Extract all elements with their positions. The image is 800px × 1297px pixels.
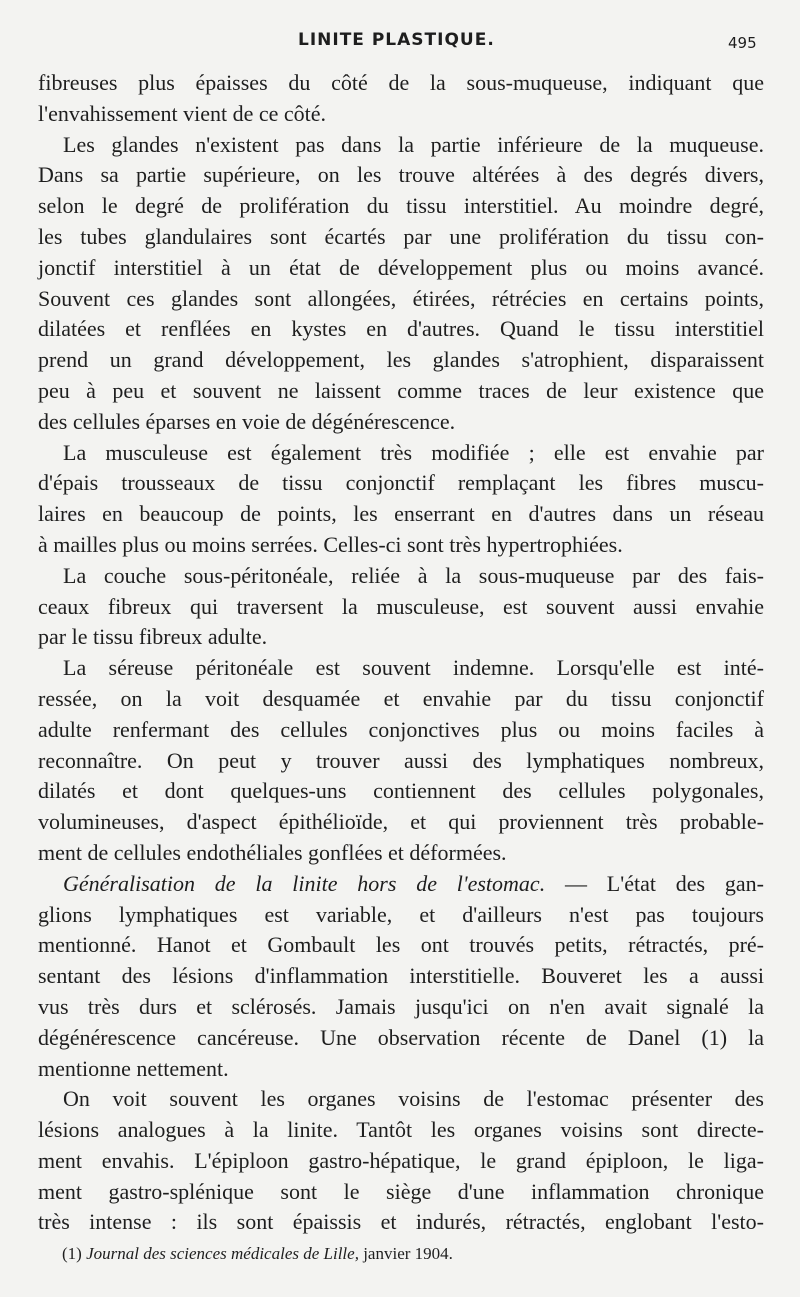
text-line: reconnaître. On peut y trouver aussi des lymphatiques nombreux, — [38, 747, 764, 773]
text-line: dégénérescence cancéreuse. Une observation récente de Danel (1) la — [38, 1024, 764, 1050]
text-line: ment envahis. L'épiploon gastro-hépatique, le grand épiploon, le liga- — [38, 1147, 764, 1173]
text-line: d'épais trousseaux de tissu conjonctif remplaçant les fibres muscu- — [38, 470, 764, 496]
text-line: mentionne nettement. — [38, 1055, 229, 1081]
text-line: ressée, on la voit desquamée et envahie par du tissu conjonctif — [38, 685, 764, 711]
text-line: vus très durs et sclérosés. Jamais jusqu'ici on n'en avait signalé la — [38, 993, 764, 1019]
running-head — [0, 28, 800, 58]
text-line: jonctif interstitiel à un état de développement plus ou moins avancé. — [38, 254, 764, 280]
text-line: La séreuse péritonéale est souvent indemne. Lorsqu'elle est inté- — [63, 655, 764, 681]
text-line: par le tissu fibreux adulte. — [38, 624, 268, 650]
text-line: ment de cellules endothéliales gonflées et déformées. — [38, 839, 507, 865]
text-line: dilatés et dont quelques-uns contiennent des cellules polygonales, — [38, 778, 764, 804]
text-line: peu à peu et souvent ne laissent comme traces de leur existence que — [38, 377, 764, 403]
text-line: adulte renfermant des cellules conjonctives plus ou moins faciles à — [38, 716, 764, 742]
page-number: 495 — [728, 34, 757, 52]
footnote — [62, 1244, 762, 1264]
text-line: sentant des lésions d'inflammation interstitielle. Bouveret les a aussi — [38, 963, 764, 989]
text-line — [38, 869, 764, 900]
text-line: fibreuses plus épaisses du côté de la sous-muqueuse, indiquant que — [38, 70, 764, 95]
text-line: l'envahissement vient de ce côté. — [38, 100, 327, 126]
text-line: des cellules éparses en voie de dégénérescence. — [38, 408, 456, 434]
text-line: ceaux fibreux qui traversent la musculeuse, est souvent aussi envahie — [38, 593, 764, 619]
text-line: les tubes glandulaires sont écartés par une prolifération du tissu con- — [38, 223, 764, 249]
footnote-marker: (1) — [62, 1244, 82, 1263]
body-text — [38, 68, 764, 1238]
section-heading: Généralisation de la linite hors de l'estomac. — [63, 870, 546, 896]
text-line: glions lymphatiques est variable, et d'ailleurs n'est pas toujours — [38, 901, 764, 927]
footnote-source: Journal des sciences médicales de Lille, — [86, 1244, 359, 1263]
text-line: mentionné. Hanot et Gombault les ont trouvés petits, rétractés, pré- — [38, 932, 764, 958]
text-line: La couche sous-péritonéale, reliée à la sous-muqueuse par des fais- — [63, 562, 764, 588]
text-line: ment gastro-splénique sont le siège d'une inflammation chronique — [38, 1178, 764, 1204]
text-line: à mailles plus ou moins serrées. Celles-ci sont très hypertrophiées. — [38, 531, 623, 557]
text-line: très intense : ils sont épaissis et indurés, rétractés, englobant l'esto- — [38, 1209, 764, 1235]
running-title: LINITE PLASTIQUE. — [298, 30, 495, 50]
text-line: On voit souvent les organes voisins de l'estomac présenter des — [63, 1086, 764, 1112]
text-line: lésions analogues à la linite. Tantôt les organes voisins sont directe- — [38, 1117, 764, 1143]
text-line: dilatées et renflées en kystes en d'autres. Quand le tissu interstitiel — [38, 316, 764, 342]
text-line: La musculeuse est également très modifiée ; elle est envahie par — [63, 439, 764, 465]
text-line: laires en beaucoup de points, les enserrant en d'autres dans un réseau — [38, 501, 764, 527]
text-line: selon le degré de prolifération du tissu interstitiel. Au moindre degré, — [38, 193, 764, 219]
footnote-date: janvier 1904. — [363, 1244, 453, 1263]
text-line: volumineuses, d'aspect épithélioïde, et qui proviennent très probable- — [38, 809, 764, 835]
text-line: Dans sa partie supérieure, on les trouve altérées à des degrés divers, — [38, 162, 764, 188]
heading-continuation: — L'état des gan- — [545, 870, 764, 896]
text-line: Souvent ces glandes sont allongées, étirées, rétrécies en certains points, — [38, 285, 764, 311]
text-line: Les glandes n'existent pas dans la partie inférieure de la muqueuse. — [63, 131, 764, 157]
text-line: prend un grand développement, les glandes s'atrophient, disparaissent — [38, 347, 764, 373]
